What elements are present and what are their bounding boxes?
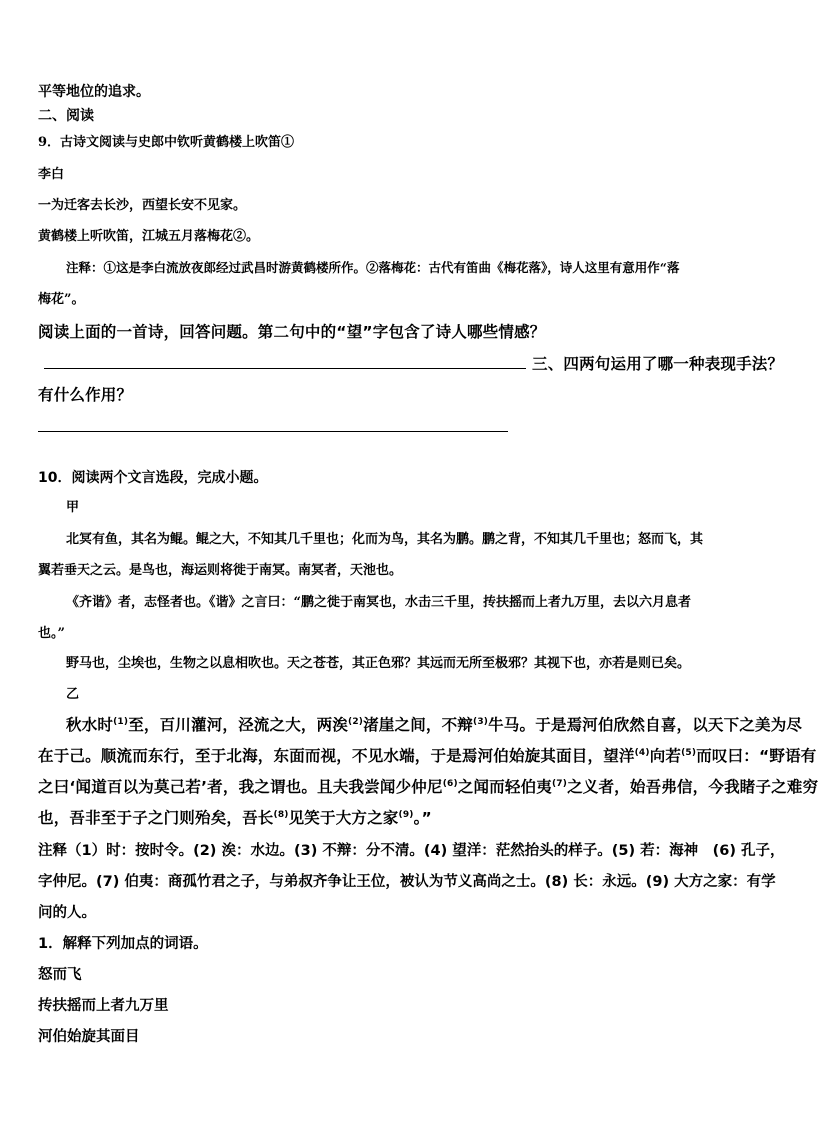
footnote-marker: (7) bbox=[551, 778, 568, 789]
poem-line: 黄鹤楼上听吹笛，江城五月落梅花②。 bbox=[38, 229, 260, 244]
footnote-marker: (3) bbox=[473, 716, 489, 727]
footnote-marker: (6) bbox=[442, 778, 458, 789]
annotation-text: 注释（1）时：按时令。(2) 涘：水边。(3) 不辩：分不清。(4) 望洋：茫然抬头的样子。(5) 若：海神 (6) 孔子， bbox=[38, 843, 785, 859]
term-item: 怒而飞 bbox=[38, 967, 82, 983]
term-item: 抟扶摇而上者九万里 bbox=[38, 998, 169, 1014]
text-line: 平等地位的追求。 bbox=[38, 84, 150, 100]
question-text: 阅读上面的一首诗，回答问题。第二句中的“望”字包含了诗人哪些情感？ bbox=[38, 323, 546, 341]
text-segment: 牛马。于是焉河伯欣然自喜，以天下之美为尽 bbox=[488, 716, 803, 734]
answer-line bbox=[44, 368, 526, 369]
text-segment: 至，百川灌河，泾流之大，两涘 bbox=[128, 716, 349, 734]
question-title: 10．阅读两个文言选段，完成小题。 bbox=[38, 470, 268, 486]
footnote-marker: (1) bbox=[113, 716, 129, 727]
question-text: 三、四两句运用了哪一种表现手法？ bbox=[532, 355, 784, 373]
poem-line: 一为迁客去长沙，西望长安不见家。 bbox=[38, 198, 247, 213]
text-segment: 而叹曰：“野语有 bbox=[696, 747, 817, 765]
section-heading: 二、阅读 bbox=[38, 108, 94, 124]
passage-text: 野马也，尘埃也，生物之以息相吹也。天之苍苍，其正色邪？其远而无所至极邪？其视下也，亦若是则已矣。 bbox=[66, 656, 691, 671]
text-segment: 之义者，始吾弗信，今我睹子之难穷 bbox=[567, 778, 818, 796]
text-segment: 见笑于大方之家 bbox=[288, 809, 399, 827]
question-title: 9．古诗文阅读与史郎中钦听黄鹤楼上吹笛① bbox=[38, 135, 295, 150]
footnote-marker: (8) bbox=[273, 809, 289, 820]
passage-label: 乙 bbox=[66, 687, 80, 702]
text-segment: 之曰‘闻道百以为莫己若’者，我之谓也。且夫我尝闻少仲尼 bbox=[38, 778, 443, 796]
text-segment: 秋水时 bbox=[66, 716, 114, 734]
footnote-marker: (9) bbox=[398, 809, 414, 820]
poem-note: 梅花”。 bbox=[38, 292, 85, 307]
passage-text: 在于己。顺流而东行，至于北海，东面而视，不见水端，于是焉河伯始旋其面目，望洋$^{(4)}$向若$^{(5)}$而叹曰：“野语有 bbox=[38, 747, 817, 765]
footnote-marker: (4) bbox=[634, 747, 650, 758]
text-segment: 之闻而轻伯夷 bbox=[457, 778, 552, 796]
annotation-text: 问的人。 bbox=[38, 905, 96, 921]
passage-text bbox=[66, 716, 802, 735]
text-segment: 渚崖之间，不辩 bbox=[363, 716, 474, 734]
passage-text bbox=[38, 809, 432, 828]
footnote-marker: (2) bbox=[348, 716, 364, 727]
answer-line bbox=[38, 431, 508, 432]
text-segment: 向若 bbox=[649, 747, 682, 765]
footnote-marker: (5) bbox=[681, 747, 697, 758]
passage-text: 北冥有鱼，其名为鲲。鲲之大，不知其几千里也；化而为鸟，其名为鹏。鹏之背，不知其几千里也；怒而飞，其 bbox=[66, 532, 704, 547]
subquestion-title: 1．解释下列加点的词语。 bbox=[38, 936, 208, 952]
passage-label: 甲 bbox=[66, 500, 80, 515]
passage-text bbox=[38, 778, 818, 797]
passage-text: 《齐谐》者，志怪者也。《谐》之言曰：“鹏之徙于南冥也，水击三千里，抟扶摇而上者九万里，去以六月息者 bbox=[66, 595, 691, 610]
poem-author: 李白 bbox=[38, 167, 65, 182]
term-item: 河伯始旋其面目 bbox=[38, 1029, 140, 1045]
annotation-text: 字仲尼。(7) 伯夷：商孤竹君之子，与弟叔齐争让王位，被认为节义高尚之士。(8) 长：永远。(9) 大方之家：有学 bbox=[38, 874, 776, 890]
passage-text: 翼若垂天之云。是鸟也，海运则将徙于南冥。南冥者，天池也。 bbox=[38, 563, 403, 578]
question-text: 有什么作用？ bbox=[38, 386, 133, 404]
passage-text: 也。” bbox=[38, 626, 65, 641]
poem-note: 注释：①这是李白流放夜郎经过武昌时游黄鹤楼所作。②落梅花：古代有笛曲《梅花落》，诗人这里有意用作“落 bbox=[66, 260, 680, 275]
text-segment: 。” bbox=[413, 809, 432, 827]
text-segment: 也，吾非至于子之门则殆矣，吾长 bbox=[38, 809, 274, 827]
